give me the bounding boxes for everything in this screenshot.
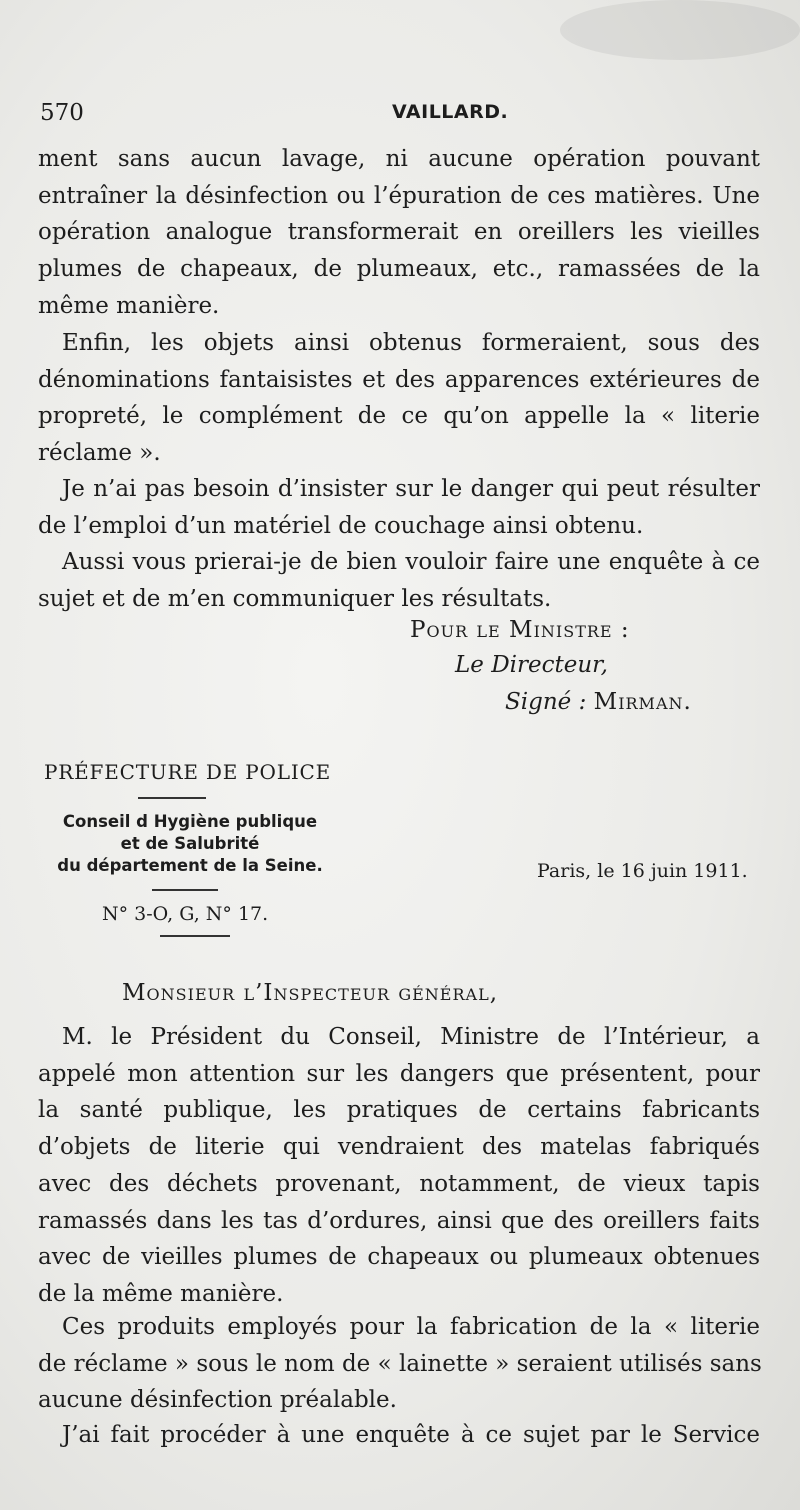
text-line: propreté, le complément de ce qu’on appelle la « literie bbox=[38, 403, 760, 430]
text-line: Enfin, les objets ainsi obtenus formeraient, sous des bbox=[62, 330, 760, 356]
salutation: Monsieur l’Inspecteur général, bbox=[122, 980, 499, 1006]
divider bbox=[160, 935, 230, 937]
signed-name: Mirman. bbox=[593, 689, 692, 715]
conseil-heading bbox=[40, 811, 340, 877]
dateline: Paris, le 16 juin 1911. bbox=[537, 860, 748, 882]
conseil-line: Conseil d Hygiène publique bbox=[62, 812, 318, 831]
text-line: Je n’ai pas besoin d’insister sur le danger qui peut résulter bbox=[62, 476, 760, 502]
text-line: ramassés dans les tas d’ordures, ainsi que des oreillers faits bbox=[38, 1207, 760, 1234]
signature-director: Le Directeur, bbox=[455, 652, 608, 678]
text-line: d’objets de literie qui vendraient des matelas fabriqués bbox=[38, 1134, 760, 1161]
signature-for-minister: Pour le Ministre : bbox=[410, 617, 630, 643]
text-line: réclame ». bbox=[38, 440, 161, 467]
text-line: plumes de chapeaux, de plumeaux, etc., ramassées de la bbox=[38, 256, 760, 283]
paragraph-7 bbox=[38, 1417, 760, 1454]
paragraph-2 bbox=[38, 325, 760, 472]
text-line: ment sans aucun lavage, ni aucune opération pouvant bbox=[38, 146, 760, 172]
signature-signed bbox=[505, 689, 692, 715]
prefecture-heading: PRÉFECTURE DE POLICE bbox=[44, 760, 332, 784]
reference-number: N° 3-O, G, N° 17. bbox=[102, 903, 269, 925]
paragraph-6 bbox=[38, 1309, 760, 1419]
divider bbox=[152, 889, 218, 891]
paragraph-4 bbox=[38, 544, 760, 617]
divider bbox=[138, 797, 206, 799]
conseil-line: et de Salubrité bbox=[120, 834, 260, 853]
text-line: de la même manière. bbox=[38, 1280, 284, 1307]
text-line: M. le Président du Conseil, Ministre de l’Intérieur, a bbox=[62, 1024, 760, 1050]
text-line: la santé publique, les pratiques de certains fabricants bbox=[38, 1097, 760, 1124]
text-line: avec des déchets provenant, notamment, de vieux tapis bbox=[38, 1170, 760, 1197]
text-line: opération analogue transformerait en oreillers les vieilles bbox=[38, 219, 760, 246]
text-line: Aussi vous prierai-je de bien vouloir faire une enquête à ce bbox=[62, 549, 760, 575]
page-header bbox=[40, 100, 760, 130]
conseil-line: du département de la Seine. bbox=[57, 856, 323, 875]
paragraph-3 bbox=[38, 471, 760, 544]
running-head: VAILLARD. bbox=[392, 101, 509, 123]
page-number: 570 bbox=[40, 100, 84, 126]
text-line: avec de vieilles plumes de chapeaux ou plumeaux obtenues bbox=[38, 1244, 760, 1271]
text-line: aucune désinfection préalable. bbox=[38, 1387, 397, 1414]
text-line: Ces produits employés pour la fabrication de la « literie bbox=[62, 1314, 760, 1340]
paragraph-5 bbox=[38, 1019, 760, 1313]
text-line: sujet et de m’en communiquer les résultats. bbox=[38, 585, 552, 612]
text-line: dénominations fantaisistes et des apparences extérieures de bbox=[38, 366, 760, 393]
text-line: même manière. bbox=[38, 292, 220, 319]
text-line: appelé mon attention sur les dangers que présentent, pour bbox=[38, 1060, 760, 1087]
text-line: de réclame » sous le nom de « lainette » seraient utilisés sans bbox=[38, 1350, 762, 1377]
paragraph-1 bbox=[38, 141, 760, 325]
text-line: J’ai fait procéder à une enquête à ce sujet par le Service bbox=[62, 1422, 760, 1448]
text-line: de l’emploi d’un matériel de couchage ainsi obtenu. bbox=[38, 512, 644, 539]
signed-label: Signé : bbox=[505, 689, 587, 715]
text-line: entraîner la désinfection ou l’épuration de ces matières. Une bbox=[38, 182, 760, 209]
scan-shadow bbox=[560, 0, 800, 60]
